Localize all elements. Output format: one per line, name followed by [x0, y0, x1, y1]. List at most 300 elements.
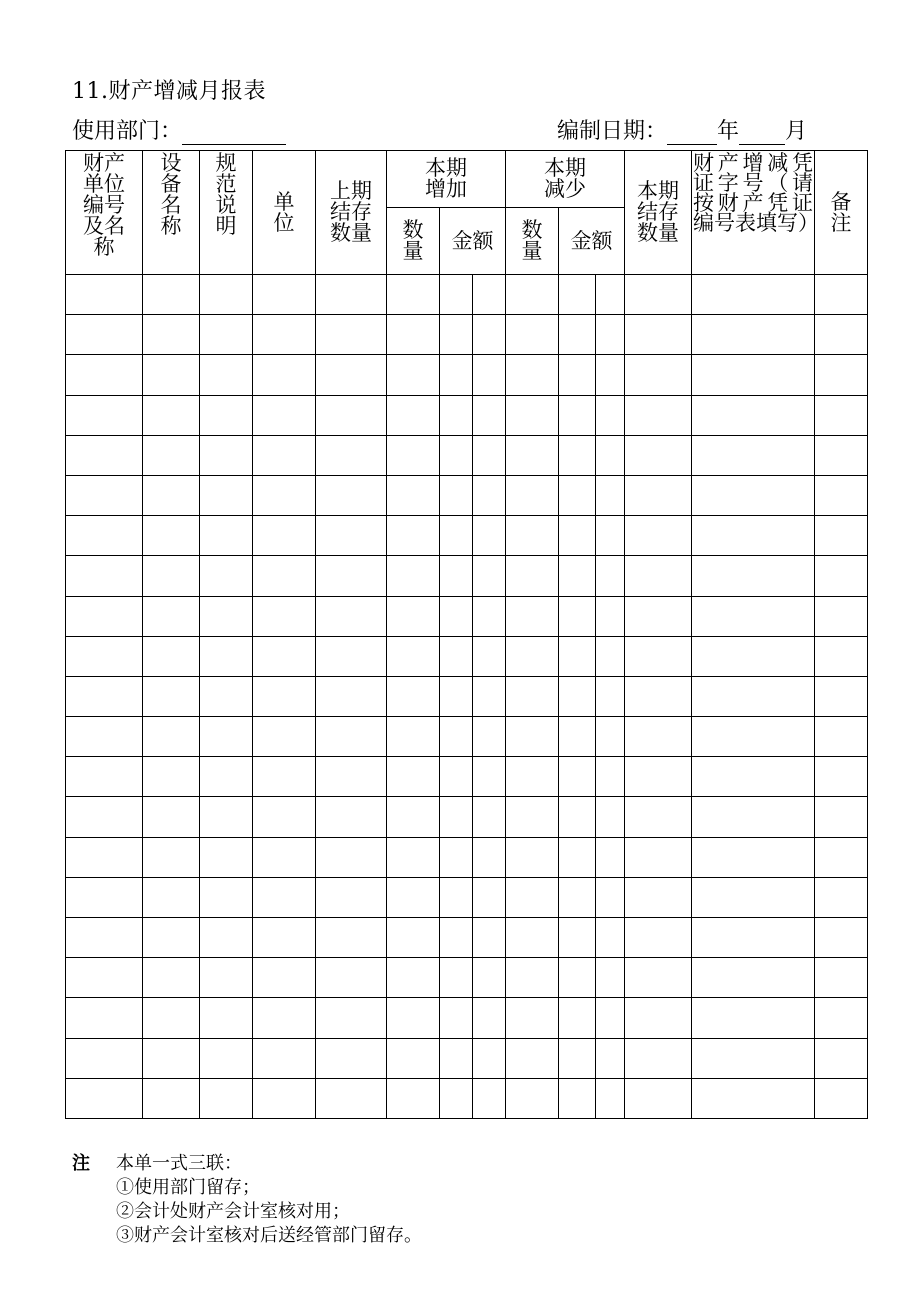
table-cell[interactable] [387, 636, 440, 676]
table-cell[interactable] [200, 355, 253, 395]
table-cell[interactable] [506, 837, 559, 877]
table-cell[interactable] [559, 315, 596, 355]
table-cell[interactable] [143, 475, 200, 515]
table-cell[interactable] [200, 475, 253, 515]
table-cell[interactable] [506, 516, 559, 556]
table-cell[interactable] [692, 355, 815, 395]
table-cell[interactable] [440, 676, 473, 716]
table-cell[interactable] [200, 435, 253, 475]
table-cell[interactable] [596, 757, 625, 797]
table-cell[interactable] [692, 797, 815, 837]
table-cell[interactable] [815, 636, 868, 676]
table-cell[interactable] [440, 636, 473, 676]
table-cell[interactable] [316, 797, 387, 837]
table-cell[interactable] [316, 998, 387, 1038]
table-cell[interactable] [143, 837, 200, 877]
table-cell[interactable] [625, 757, 692, 797]
table-cell[interactable] [625, 556, 692, 596]
table-cell[interactable] [440, 1078, 473, 1118]
table-cell[interactable] [143, 636, 200, 676]
table-cell[interactable] [596, 676, 625, 716]
table-cell[interactable] [473, 516, 506, 556]
table-cell[interactable] [815, 355, 868, 395]
table-cell[interactable] [692, 1038, 815, 1078]
table-cell[interactable] [143, 918, 200, 958]
table-cell[interactable] [253, 355, 316, 395]
table-cell[interactable] [253, 636, 316, 676]
table-cell[interactable] [596, 998, 625, 1038]
table-cell[interactable] [316, 877, 387, 917]
table-cell[interactable] [815, 1038, 868, 1078]
table-cell[interactable] [596, 475, 625, 515]
table-cell[interactable] [316, 275, 387, 315]
table-cell[interactable] [506, 636, 559, 676]
table-cell[interactable] [440, 837, 473, 877]
table-cell[interactable] [316, 475, 387, 515]
table-cell[interactable] [473, 275, 506, 315]
table-cell[interactable] [596, 435, 625, 475]
table-cell[interactable] [473, 958, 506, 998]
table-cell[interactable] [625, 395, 692, 435]
table-cell[interactable] [506, 918, 559, 958]
table-cell[interactable] [253, 797, 316, 837]
table-cell[interactable] [387, 435, 440, 475]
table-cell[interactable] [253, 757, 316, 797]
table-cell[interactable] [625, 275, 692, 315]
table-cell[interactable] [692, 958, 815, 998]
table-cell[interactable] [815, 315, 868, 355]
table-cell[interactable] [506, 877, 559, 917]
table-cell[interactable] [473, 355, 506, 395]
table-cell[interactable] [253, 275, 316, 315]
table-cell[interactable] [387, 395, 440, 435]
table-cell[interactable] [559, 958, 596, 998]
table-cell[interactable] [625, 676, 692, 716]
table-cell[interactable] [66, 757, 143, 797]
table-cell[interactable] [559, 275, 596, 315]
table-cell[interactable] [387, 315, 440, 355]
table-cell[interactable] [440, 1038, 473, 1078]
table-cell[interactable] [473, 1038, 506, 1078]
table-cell[interactable] [440, 958, 473, 998]
table-cell[interactable] [625, 877, 692, 917]
table-cell[interactable] [473, 998, 506, 1038]
table-cell[interactable] [473, 757, 506, 797]
table-cell[interactable] [596, 275, 625, 315]
table-cell[interactable] [387, 717, 440, 757]
table-cell[interactable] [625, 998, 692, 1038]
table-cell[interactable] [815, 918, 868, 958]
table-cell[interactable] [559, 1038, 596, 1078]
table-cell[interactable] [559, 757, 596, 797]
table-cell[interactable] [66, 395, 143, 435]
table-cell[interactable] [692, 516, 815, 556]
table-cell[interactable] [253, 918, 316, 958]
table-cell[interactable] [66, 516, 143, 556]
table-cell[interactable] [692, 475, 815, 515]
table-cell[interactable] [440, 596, 473, 636]
table-cell[interactable] [253, 395, 316, 435]
table-cell[interactable] [253, 435, 316, 475]
table-cell[interactable] [559, 717, 596, 757]
table-cell[interactable] [66, 958, 143, 998]
table-cell[interactable] [692, 275, 815, 315]
table-cell[interactable] [253, 315, 316, 355]
table-cell[interactable] [815, 516, 868, 556]
table-cell[interactable] [316, 757, 387, 797]
table-cell[interactable] [387, 837, 440, 877]
table-cell[interactable] [473, 556, 506, 596]
table-cell[interactable] [200, 636, 253, 676]
table-cell[interactable] [692, 676, 815, 716]
table-cell[interactable] [559, 556, 596, 596]
table-cell[interactable] [559, 676, 596, 716]
table-cell[interactable] [506, 1078, 559, 1118]
table-cell[interactable] [387, 797, 440, 837]
table-cell[interactable] [473, 797, 506, 837]
header-voucher-no: 财产增减凭证字号（请按财产凭证编号表填写） [692, 151, 815, 275]
table-cell[interactable] [692, 596, 815, 636]
table-cell[interactable] [316, 918, 387, 958]
table-cell[interactable] [387, 998, 440, 1038]
table-cell[interactable] [692, 435, 815, 475]
asset-change-table [65, 150, 868, 1119]
table-cell[interactable] [200, 395, 253, 435]
table-cell[interactable] [66, 877, 143, 917]
table-cell[interactable] [625, 315, 692, 355]
table-cell[interactable] [316, 395, 387, 435]
table-cell[interactable] [143, 275, 200, 315]
table-cell[interactable] [253, 837, 316, 877]
table-cell[interactable] [692, 918, 815, 958]
table-cell[interactable] [253, 556, 316, 596]
table-cell[interactable] [200, 797, 253, 837]
table-cell[interactable] [559, 877, 596, 917]
table-cell[interactable] [66, 556, 143, 596]
table-cell[interactable] [506, 757, 559, 797]
table-cell[interactable] [596, 958, 625, 998]
table-cell[interactable] [692, 636, 815, 676]
table-cell[interactable] [440, 395, 473, 435]
month-field[interactable] [739, 122, 785, 145]
table-cell[interactable] [200, 757, 253, 797]
table-cell[interactable] [625, 355, 692, 395]
table-cell[interactable] [692, 315, 815, 355]
table-cell[interactable] [815, 395, 868, 435]
table-cell[interactable] [200, 596, 253, 636]
table-cell[interactable] [316, 636, 387, 676]
table-cell[interactable] [440, 355, 473, 395]
table-cell[interactable] [440, 877, 473, 917]
table-cell[interactable] [815, 676, 868, 716]
table-cell[interactable] [692, 757, 815, 797]
table-cell[interactable] [66, 435, 143, 475]
table-cell[interactable] [387, 516, 440, 556]
table-cell[interactable] [625, 516, 692, 556]
table-cell[interactable] [316, 596, 387, 636]
table-cell[interactable] [200, 556, 253, 596]
table-cell[interactable] [559, 355, 596, 395]
table-cell[interactable] [473, 596, 506, 636]
table-cell[interactable] [143, 998, 200, 1038]
table-cell[interactable] [473, 717, 506, 757]
table-cell[interactable] [316, 355, 387, 395]
table-cell[interactable] [625, 958, 692, 998]
table-cell[interactable] [692, 998, 815, 1038]
table-cell[interactable] [815, 717, 868, 757]
department-field[interactable] [182, 122, 286, 145]
table-cell[interactable] [253, 1038, 316, 1078]
table-cell[interactable] [692, 877, 815, 917]
table-cell[interactable] [625, 1078, 692, 1118]
table-cell[interactable] [200, 998, 253, 1038]
table-cell[interactable] [253, 676, 316, 716]
year-field[interactable] [667, 122, 717, 145]
table-cell[interactable] [473, 636, 506, 676]
table-cell[interactable] [387, 556, 440, 596]
table-cell[interactable] [596, 918, 625, 958]
table-cell[interactable] [253, 877, 316, 917]
table-cell[interactable] [253, 516, 316, 556]
table-cell[interactable] [506, 556, 559, 596]
table-cell[interactable] [316, 556, 387, 596]
table-cell[interactable] [559, 1078, 596, 1118]
table-cell[interactable] [440, 516, 473, 556]
table-cell[interactable] [596, 1078, 625, 1118]
table-cell[interactable] [473, 435, 506, 475]
table-cell[interactable] [143, 395, 200, 435]
table-cell[interactable] [815, 556, 868, 596]
table-cell[interactable] [387, 676, 440, 716]
table-cell[interactable] [66, 717, 143, 757]
table-cell[interactable] [387, 1078, 440, 1118]
table-cell[interactable] [200, 1078, 253, 1118]
table-cell[interactable] [253, 596, 316, 636]
table-cell[interactable] [440, 797, 473, 837]
table-cell[interactable] [473, 395, 506, 435]
table-cell[interactable] [66, 676, 143, 716]
table-cell[interactable] [316, 435, 387, 475]
table-cell[interactable] [815, 596, 868, 636]
table-cell[interactable] [440, 998, 473, 1038]
table-cell[interactable] [66, 1078, 143, 1118]
table-cell[interactable] [559, 395, 596, 435]
table-cell[interactable] [506, 355, 559, 395]
table-cell[interactable] [316, 717, 387, 757]
table-cell[interactable] [253, 998, 316, 1038]
table-cell[interactable] [692, 556, 815, 596]
table-cell[interactable] [66, 275, 143, 315]
table-cell[interactable] [66, 918, 143, 958]
table-cell[interactable] [815, 877, 868, 917]
table-cell[interactable] [625, 596, 692, 636]
table-cell[interactable] [143, 596, 200, 636]
table-cell[interactable] [66, 636, 143, 676]
table-cell[interactable] [506, 315, 559, 355]
table-cell[interactable] [387, 275, 440, 315]
table-cell[interactable] [387, 958, 440, 998]
table-cell[interactable] [506, 395, 559, 435]
table-cell[interactable] [815, 435, 868, 475]
table-cell[interactable] [66, 475, 143, 515]
table-cell[interactable] [506, 676, 559, 716]
table-cell[interactable] [506, 717, 559, 757]
table-cell[interactable] [506, 958, 559, 998]
table-cell[interactable] [596, 516, 625, 556]
table-cell[interactable] [66, 837, 143, 877]
table-cell[interactable] [316, 315, 387, 355]
table-cell[interactable] [387, 918, 440, 958]
table-cell[interactable] [253, 958, 316, 998]
table-cell[interactable] [559, 596, 596, 636]
table-cell[interactable] [316, 1038, 387, 1078]
table-cell[interactable] [440, 918, 473, 958]
table-cell[interactable] [440, 275, 473, 315]
table-cell[interactable] [440, 475, 473, 515]
table-cell[interactable] [143, 516, 200, 556]
table-cell[interactable] [440, 556, 473, 596]
table-cell[interactable] [387, 355, 440, 395]
table-cell[interactable] [66, 355, 143, 395]
table-cell[interactable] [559, 435, 596, 475]
table-cell[interactable] [596, 797, 625, 837]
table-cell[interactable] [625, 636, 692, 676]
table-cell[interactable] [143, 717, 200, 757]
table-cell[interactable] [387, 1038, 440, 1078]
table-cell[interactable] [200, 676, 253, 716]
table-cell[interactable] [143, 958, 200, 998]
table-cell[interactable] [815, 475, 868, 515]
table-cell[interactable] [559, 475, 596, 515]
table-cell[interactable] [316, 837, 387, 877]
table-cell[interactable] [815, 837, 868, 877]
table-cell[interactable] [473, 1078, 506, 1118]
table-cell[interactable] [473, 837, 506, 877]
table-cell[interactable] [200, 958, 253, 998]
table-cell[interactable] [143, 1078, 200, 1118]
table-cell[interactable] [692, 1078, 815, 1118]
table-cell[interactable] [253, 475, 316, 515]
table-cell[interactable] [200, 1038, 253, 1078]
table-cell[interactable] [506, 475, 559, 515]
table-cell[interactable] [625, 837, 692, 877]
table-cell[interactable] [559, 516, 596, 556]
table-cell[interactable] [596, 355, 625, 395]
table-cell[interactable] [559, 636, 596, 676]
table-cell[interactable] [625, 475, 692, 515]
table-cell[interactable] [625, 435, 692, 475]
table-cell[interactable] [559, 998, 596, 1038]
table-cell[interactable] [440, 435, 473, 475]
table-cell[interactable] [66, 797, 143, 837]
table-cell[interactable] [815, 757, 868, 797]
table-cell[interactable] [625, 717, 692, 757]
table-cell[interactable] [506, 596, 559, 636]
table-cell[interactable] [559, 837, 596, 877]
table-cell[interactable] [473, 315, 506, 355]
table-cell[interactable] [625, 797, 692, 837]
table-cell[interactable] [143, 757, 200, 797]
table-cell[interactable] [200, 275, 253, 315]
table-cell[interactable] [506, 998, 559, 1038]
table-cell[interactable] [143, 877, 200, 917]
table-cell[interactable] [200, 918, 253, 958]
table-cell[interactable] [596, 1038, 625, 1078]
table-cell[interactable] [596, 837, 625, 877]
table-cell[interactable] [596, 556, 625, 596]
table-cell[interactable] [559, 797, 596, 837]
table-cell[interactable] [692, 717, 815, 757]
table-cell[interactable] [625, 1038, 692, 1078]
table-cell[interactable] [440, 315, 473, 355]
table-cell[interactable] [66, 315, 143, 355]
table-cell[interactable] [200, 516, 253, 556]
table-cell[interactable] [692, 837, 815, 877]
table-cell[interactable] [506, 435, 559, 475]
table-cell[interactable] [253, 717, 316, 757]
table-cell[interactable] [473, 475, 506, 515]
table-cell[interactable] [316, 1078, 387, 1118]
table-cell[interactable] [143, 676, 200, 716]
table-cell[interactable] [200, 837, 253, 877]
table-cell[interactable] [596, 315, 625, 355]
table-cell[interactable] [596, 395, 625, 435]
table-cell[interactable] [316, 516, 387, 556]
table-cell[interactable] [815, 998, 868, 1038]
table-cell[interactable] [143, 435, 200, 475]
table-cell[interactable] [316, 958, 387, 998]
table-cell[interactable] [506, 275, 559, 315]
table-cell[interactable] [473, 877, 506, 917]
table-cell[interactable] [200, 315, 253, 355]
table-cell[interactable] [506, 797, 559, 837]
table-cell[interactable] [200, 717, 253, 757]
table-cell[interactable] [143, 556, 200, 596]
notes [72, 1152, 422, 1248]
table-cell[interactable] [473, 676, 506, 716]
table-cell[interactable] [815, 275, 868, 315]
table-cell[interactable] [559, 918, 596, 958]
table-cell[interactable] [815, 797, 868, 837]
table-cell[interactable] [387, 596, 440, 636]
table-cell[interactable] [596, 596, 625, 636]
table-cell[interactable] [815, 1078, 868, 1118]
table-cell[interactable] [596, 877, 625, 917]
table-cell[interactable] [440, 717, 473, 757]
table-cell[interactable] [200, 877, 253, 917]
table-cell[interactable] [143, 1038, 200, 1078]
table-cell[interactable] [66, 596, 143, 636]
table-cell[interactable] [66, 998, 143, 1038]
table-cell[interactable] [387, 877, 440, 917]
table-cell[interactable] [596, 636, 625, 676]
table-cell[interactable] [143, 315, 200, 355]
table-cell[interactable] [316, 676, 387, 716]
table-cell[interactable] [692, 395, 815, 435]
table-cell[interactable] [440, 757, 473, 797]
table-cell[interactable] [143, 797, 200, 837]
table-cell[interactable] [387, 475, 440, 515]
table-cell[interactable] [66, 1038, 143, 1078]
table-cell[interactable] [625, 918, 692, 958]
table-cell[interactable] [473, 918, 506, 958]
table-cell[interactable] [143, 355, 200, 395]
table-cell[interactable] [387, 757, 440, 797]
table-cell[interactable] [253, 1078, 316, 1118]
table-cell[interactable] [596, 717, 625, 757]
table-cell[interactable] [506, 1038, 559, 1078]
table-cell[interactable] [815, 958, 868, 998]
